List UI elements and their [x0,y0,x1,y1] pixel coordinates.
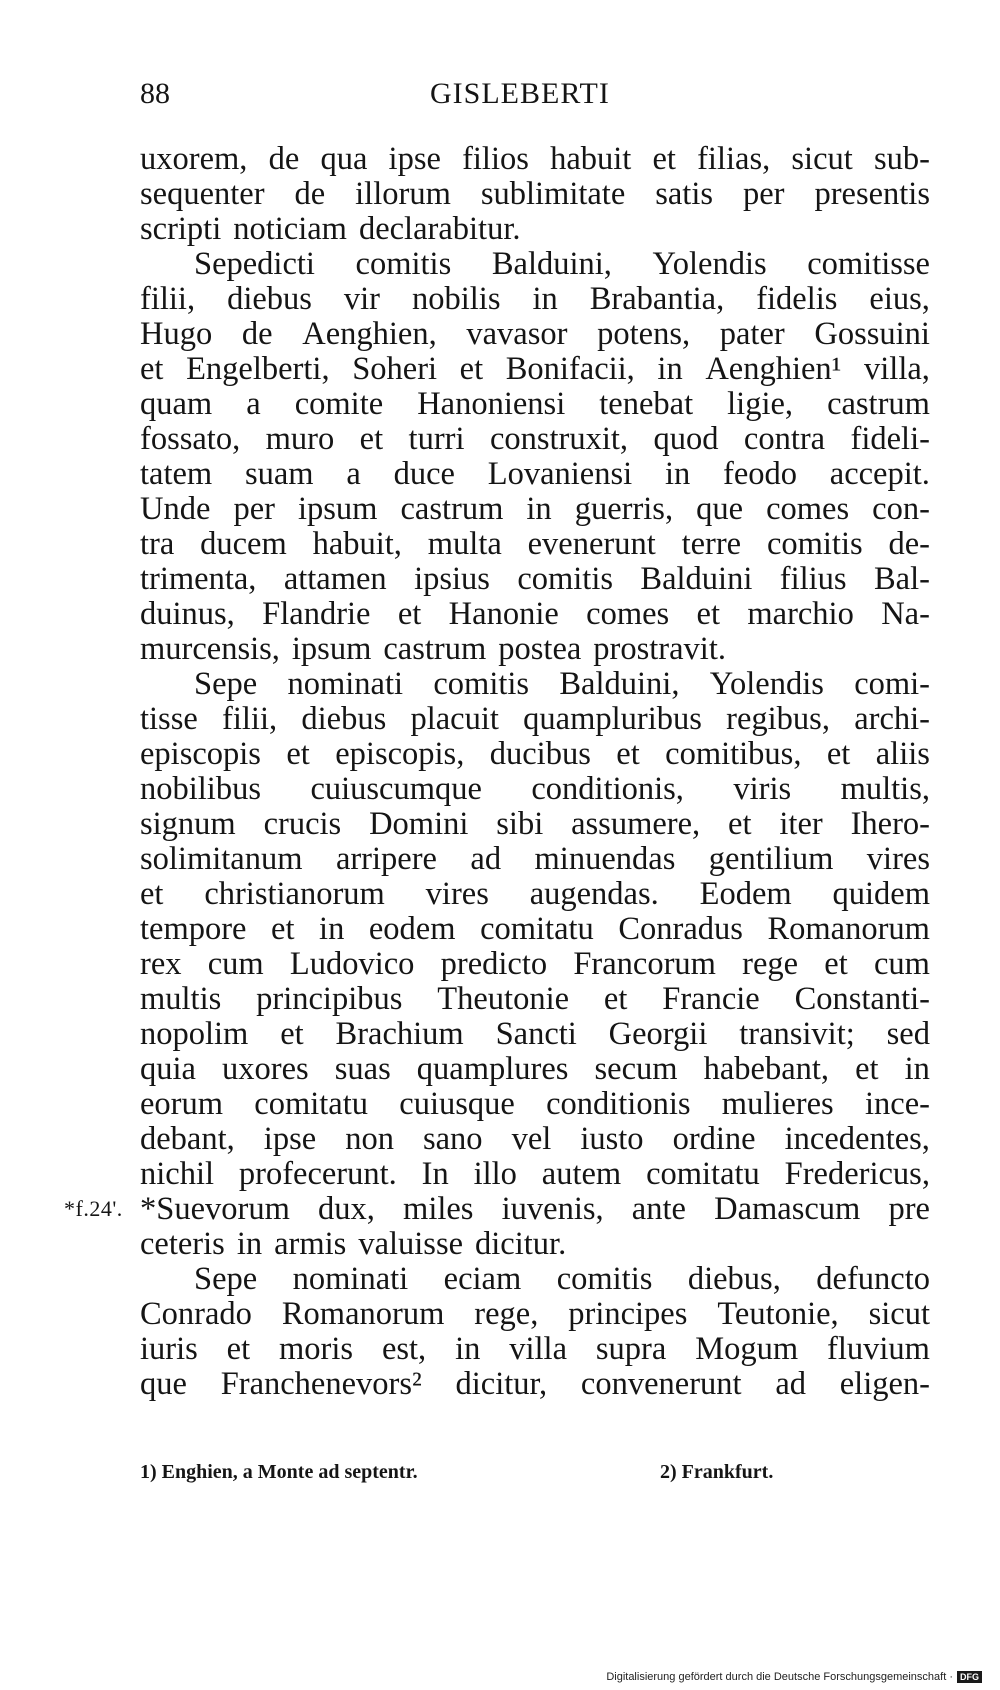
word: comitatu [646,1156,760,1192]
word: et [140,876,164,912]
word: a [246,386,261,422]
word: Romanorum [281,1296,445,1332]
word: illo [473,1156,517,1192]
text-line [140,1367,930,1402]
word: qua [320,141,368,177]
word: minuendas [534,841,676,877]
word: et [696,596,720,632]
word: con- [872,491,930,527]
word: nominati [287,666,404,702]
word: principibus [256,981,403,1017]
word: iuris [140,1331,198,1367]
word: solimitanum [140,841,303,877]
word: in [657,351,683,387]
word: comitisse [807,246,930,282]
text-line [140,1297,930,1332]
word: cum [873,946,930,982]
word: filius [779,561,847,597]
word: debant, [140,1121,235,1157]
word: tenebat [599,386,694,422]
word: noticiam [233,211,347,247]
word: uxorem, [140,141,248,177]
word: Domini [369,806,469,842]
word: sub- [873,141,930,177]
text-line [140,457,930,492]
word: guerris, [574,491,674,527]
word: augendas. [529,876,659,912]
word: ipsum [297,491,378,527]
word: episcopis [140,736,261,772]
word: miles [403,1191,474,1227]
word: defuncto [816,1261,930,1297]
word: Hugo [140,316,213,352]
text-line [140,527,930,562]
text-line [140,982,930,1017]
word: episcopis, [335,736,465,772]
word: Brachium [335,1016,464,1052]
word: satis [655,176,714,212]
footnote-2: 2) Frankfurt. [660,1461,774,1483]
word: Romanorum [767,911,930,947]
word: eodem [368,911,456,947]
word: iuvenis, [501,1191,604,1227]
text-line [140,1332,930,1367]
word: suas [334,1051,391,1087]
word: Francorum [573,946,716,982]
word: construxit, [489,421,629,457]
word: evenerunt [527,526,656,562]
word: Fredericus, [784,1156,930,1192]
text-line [140,1192,930,1227]
word: terre [681,526,742,562]
word: tra [140,526,175,562]
word: castrum [383,631,487,667]
word: ducem [200,526,287,562]
word: marchio [747,596,854,632]
word: et [603,981,628,1017]
word: sublimitate [480,176,626,212]
word: vavasor [466,316,568,352]
word: filias, [697,141,771,177]
word: et [280,1016,304,1052]
word: Franchenevors² [220,1366,422,1402]
word: et [652,141,676,177]
word: Damascum [714,1191,861,1227]
word: Sancti [495,1016,577,1052]
word: comes [586,596,670,632]
text-line [140,247,930,282]
word: eciam [443,1261,522,1297]
word: comes [766,491,850,527]
word: de [268,141,300,177]
text-line [140,772,930,807]
text-line [140,317,930,352]
word: comitatu [254,1086,369,1122]
text-line [140,1227,930,1262]
word: Engelberti, [186,351,330,387]
word: quamplures [416,1051,569,1087]
word: Flandrie [262,596,371,632]
word: conditionis [546,1086,691,1122]
text-line [140,737,930,772]
word: vir [343,281,381,317]
word: filii, [140,281,196,317]
digitization-note [606,1670,982,1684]
word: duce [393,456,455,492]
word: fidelis [756,281,838,317]
word: declarabitur. [358,211,521,247]
word: comi- [854,666,930,702]
word: Sepedicti [194,246,315,282]
word: habebant, [703,1051,830,1087]
text-line [140,282,930,317]
word: nobilibus [140,771,261,807]
word: Bonifacii, [505,351,635,387]
text-line [140,352,930,387]
word: per [233,491,275,527]
word: sed [886,1016,930,1052]
word: trimenta, [140,561,257,597]
word: christianorum [204,876,385,912]
word: ligie, [727,386,794,422]
word: comitis [766,526,863,562]
word: eius, [869,281,930,317]
word: In [421,1156,449,1192]
word: villa, [864,351,930,387]
word: arripere [335,841,437,877]
word: armis [274,1226,347,1262]
word: regibus, [726,701,830,737]
word: rege, [474,1296,539,1332]
word: Gossuini [814,316,930,352]
word: rex [140,946,182,982]
word: postea [498,631,582,667]
word: comitatu [480,911,594,947]
word: de- [888,526,930,562]
word: dicitur. [475,1226,567,1262]
word: principes [568,1296,688,1332]
word: profecerunt. [238,1156,397,1192]
word: nichil [140,1156,215,1192]
word: multis, [840,771,930,807]
word: Hanonie [448,596,559,632]
text-line [140,947,930,982]
word: transivit; [739,1016,855,1052]
word: et [824,946,848,982]
word: presentis [814,176,930,212]
word: et [226,1331,251,1367]
word: et [616,736,640,772]
word: non [345,1121,394,1157]
word: et [286,736,310,772]
word: aliis [875,736,930,772]
word: contra [743,421,826,457]
word: Lovaniensi [487,456,633,492]
word: Yolendis [709,666,824,702]
word: crucis [263,806,342,842]
word: Georgii [608,1016,708,1052]
text-line [140,212,930,247]
word: pre [888,1191,930,1227]
word: feodo [723,456,797,492]
word: et [855,1051,879,1087]
word: secum [594,1051,678,1087]
word: fossato, [140,421,241,457]
word: moris [279,1331,354,1367]
word: fideli- [850,421,930,457]
word: Yolendis [652,246,767,282]
word: Constanti- [794,981,930,1017]
word: tempore [140,911,247,947]
text-line [140,1087,930,1122]
word: cum [207,946,264,982]
word: et [459,351,484,387]
dfg-logo: DFG [957,1671,982,1683]
word: turri [408,421,465,457]
word: ipsum [291,631,372,667]
word: ipse [263,1121,317,1157]
word: et [359,421,384,457]
word: sibi [496,806,544,842]
word: predicto [440,946,548,982]
word: habuit, [312,526,402,562]
word: Balduini, [559,666,680,702]
word: in [904,1051,930,1087]
word: dux, [318,1191,375,1227]
word: muro [265,421,335,457]
word: potens, [597,316,691,352]
word: quampluribus [523,701,702,737]
word: viris [733,771,792,807]
word: nominati [292,1261,409,1297]
page-title: GISLEBERTI [430,77,610,110]
word: Soheri [352,351,438,387]
word: que [140,1366,187,1402]
word: habuit [550,141,632,177]
word: rege [742,946,799,982]
word: iter [779,806,823,842]
word: duinus, [140,596,235,632]
word: ipse [388,141,441,177]
word: diebus [301,701,387,737]
word: Aenghien, [302,316,437,352]
text-line [140,492,930,527]
text-line [140,1052,930,1087]
word: Eodem [699,876,792,912]
word: autem [541,1156,622,1192]
word: multis [140,981,222,1017]
word: Hanoniensi [417,386,566,422]
text-line [140,912,930,947]
word: filii, [222,701,278,737]
word: Conrado [140,1296,252,1332]
word: conditionis, [531,771,684,807]
word: supra [595,1331,667,1367]
word: mulieres [721,1086,834,1122]
word: murcensis, [140,631,280,667]
word: iusto [580,1121,644,1157]
word: attamen [283,561,387,597]
word: nopolim [140,1016,249,1052]
word: vires [425,876,489,912]
word: per [742,176,785,212]
word: in [455,1331,481,1367]
text-line [140,387,930,422]
word: ante [631,1191,686,1227]
word: filios [462,141,529,177]
word: et [728,806,752,842]
text-line [140,597,930,632]
word: Balduini [640,561,753,597]
word: Sepe [194,666,258,702]
word: et [271,911,295,947]
text-line [140,562,930,597]
word: archi- [854,701,930,737]
word: et [397,596,422,632]
page-number: 88 [140,77,170,110]
word: vel [511,1121,552,1157]
word: diebus [227,281,312,317]
word: est, [381,1331,427,1367]
text-line [140,842,930,877]
word: Ihero- [850,806,930,842]
word: de [241,316,273,352]
word: ducibus [489,736,591,772]
text-line [140,667,930,702]
word: eorum [140,1086,224,1122]
word: illorum [355,176,451,212]
word: in [236,1226,263,1262]
word: quidem [832,876,930,912]
word: ordine [672,1121,756,1157]
word: quam [140,386,213,422]
word: Brabantia, [589,281,725,317]
word: in [664,456,691,492]
word: convenerunt [580,1366,742,1402]
word: et [140,351,164,387]
word: que [696,491,744,527]
word: signum [140,806,236,842]
text-line [140,807,930,842]
word: sicut [791,141,853,177]
word: placuit [410,701,499,737]
word: villa [509,1331,568,1367]
word: cuiusque [399,1086,515,1122]
word: comitibus, [665,736,802,772]
word: valuisse [358,1226,464,1262]
word: comite [294,386,384,422]
word: in [526,491,552,527]
word: Francie [662,981,760,1017]
word: tatem [140,456,213,492]
word: ince- [864,1086,930,1122]
text-line [140,422,930,457]
word: Balduini, [491,246,612,282]
word: ceteris [140,1226,225,1262]
word: a [346,456,361,492]
word: sicut [868,1296,930,1332]
word: cuiuscumque [310,771,482,807]
word: suam [244,456,314,492]
word: Aenghien¹ [705,351,842,387]
word: comitis [355,246,452,282]
word: comitis [433,666,530,702]
word: in [532,281,558,317]
word: sano [422,1121,483,1157]
word: quod [653,421,719,457]
word: Sepe [194,1261,258,1297]
word: ad [775,1366,806,1402]
word: multa [427,526,502,562]
word: quia [140,1051,196,1087]
word: ad [470,841,502,877]
word: comitis [556,1261,653,1297]
word: accepit. [829,456,930,492]
text-line [140,142,930,177]
word: diebus, [687,1261,781,1297]
word: gentilium [708,841,834,877]
word: in [319,911,345,947]
word: eligen- [839,1366,930,1402]
margin-note: *f.24'. [64,1196,123,1221]
text-line [140,1017,930,1052]
word: et [826,736,851,772]
word: de [294,176,326,212]
body-text [64,141,930,1402]
word: incedentes, [784,1121,930,1157]
word: nobilis [412,281,501,317]
word: scripti [140,211,222,247]
word: Na- [881,596,930,632]
word: *Suevorum [140,1191,290,1227]
word: assumere, [571,806,701,842]
word: Teutonie, [717,1296,839,1332]
word: sequenter [140,176,265,212]
word: castrum [400,491,504,527]
word: Conradus [618,911,743,947]
text-line [140,1262,930,1297]
word: Ludovico [289,946,415,982]
text-line [140,877,930,912]
word: fluvium [827,1331,930,1367]
text-line [140,632,930,667]
word: vires [866,841,930,877]
word: dicitur, [455,1366,548,1402]
word: comitis [517,561,614,597]
text-line [140,702,930,737]
word: ipsius [414,561,490,597]
word: Unde [140,491,211,527]
footnote-1: 1) Enghien, a Monte ad septentr. [140,1461,418,1483]
word: castrum [827,386,930,422]
word: Bal- [873,561,930,597]
word: Mogum [695,1331,799,1367]
text-line [140,1122,930,1157]
word: Theutonie [437,981,570,1017]
digitization-text: Digitalisierung gefördert durch die Deutsche Forschungsgemeinschaft · [606,1671,953,1683]
text-line [140,1157,930,1192]
word: uxores [222,1051,309,1087]
text-line [140,177,930,212]
running-head [140,76,930,112]
word: tisse [140,701,198,737]
word: prostravit. [593,631,726,667]
word: pater [719,316,785,352]
